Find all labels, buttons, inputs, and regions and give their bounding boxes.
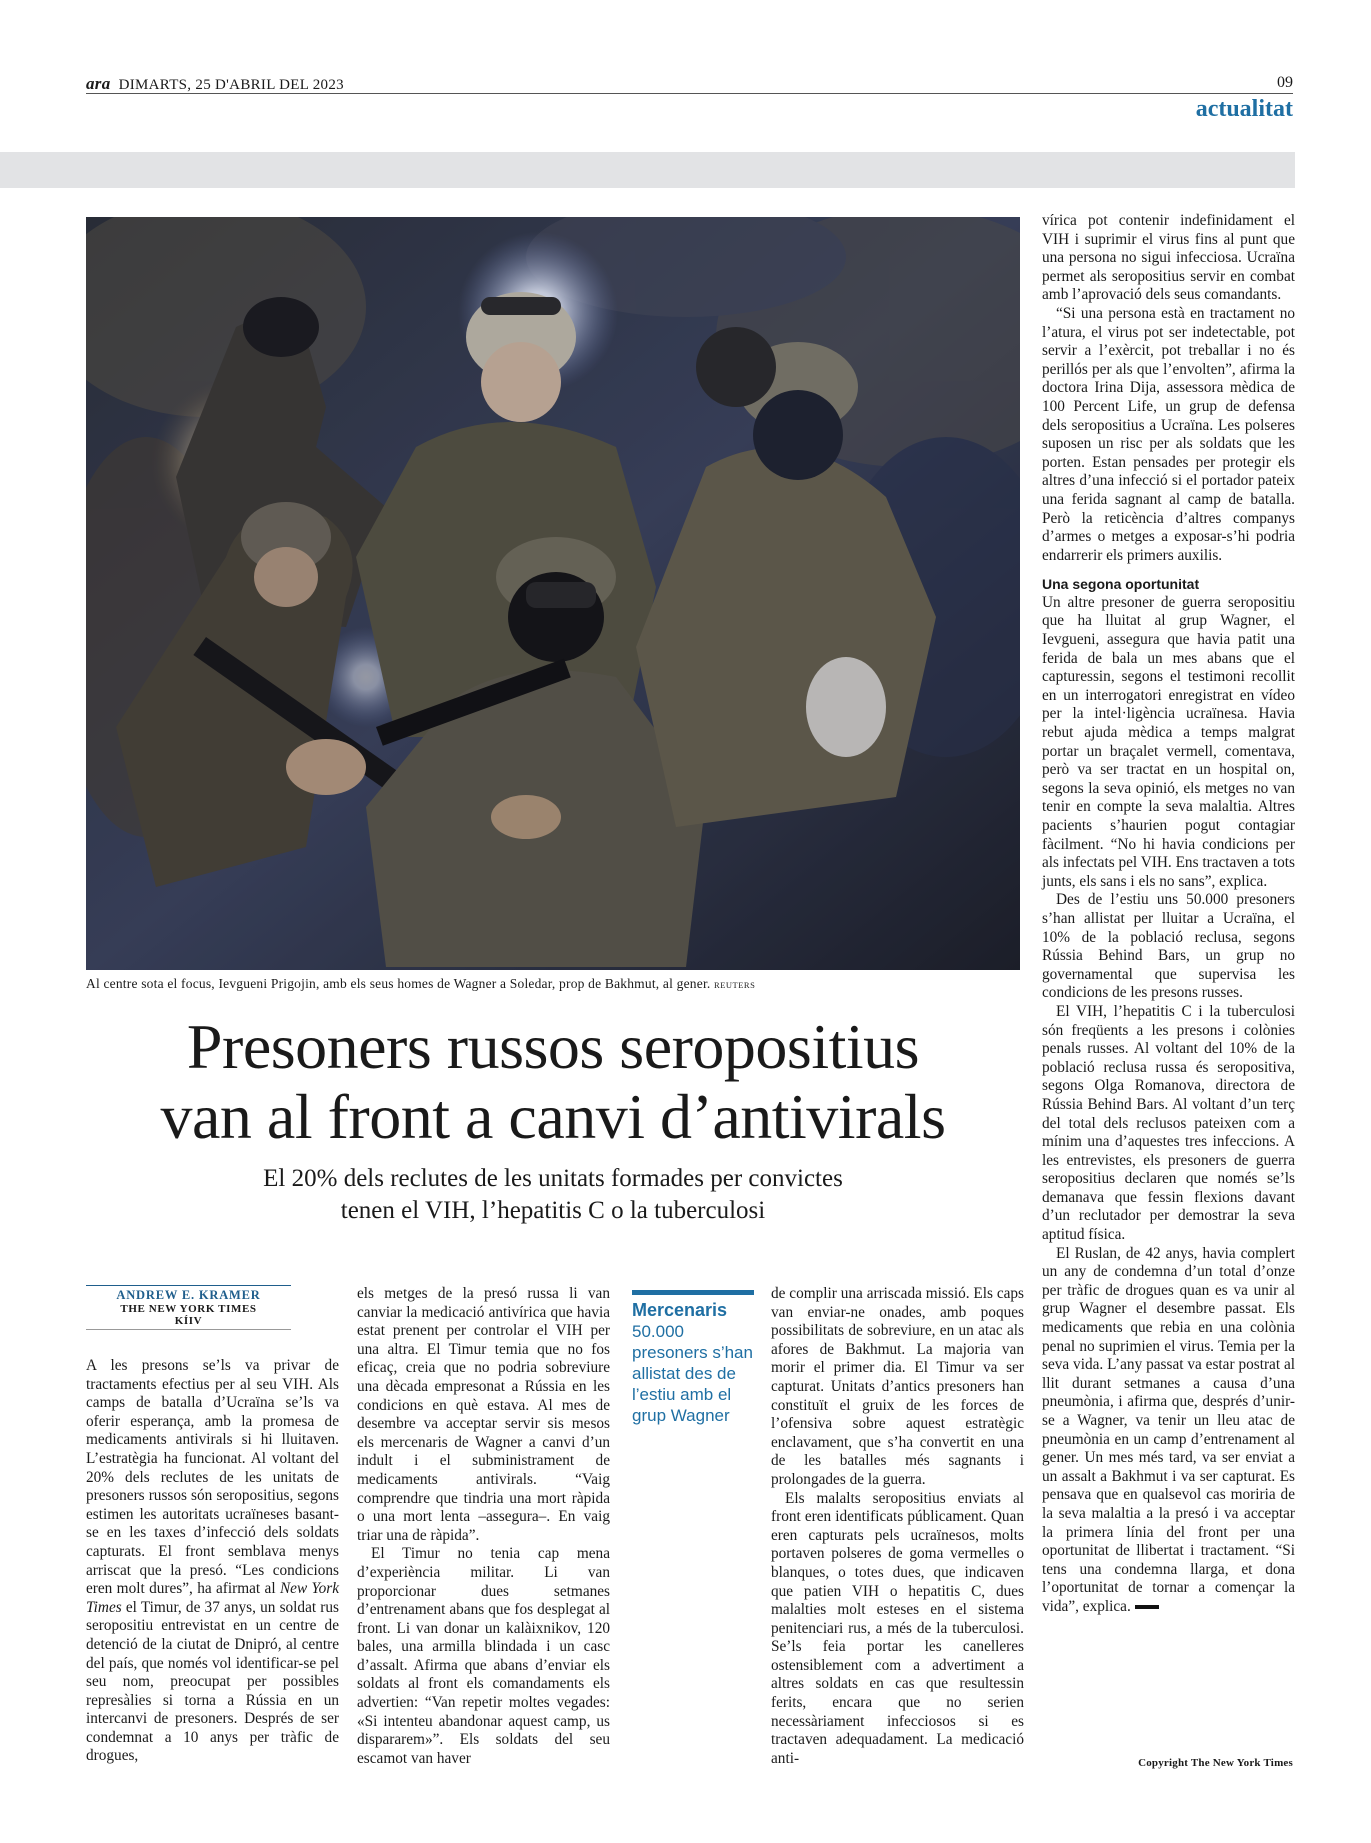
article-paragraph: vírica pot contenir indefinidament el VIH i suprimir el virus fins al punt que una persona no sigui infecciosa. Ucraïna permet als seropositius servir en combat amb l’aprovació dels seus comandants. xyxy=(1042,212,1295,304)
dateline-place: KÍIV xyxy=(174,1315,203,1327)
sidebar-text: 50.000 presoners s’han allistat des de l’estiu amb el grup Wagner xyxy=(632,1322,753,1425)
article-paragraph: de complir una arriscada missió. Els caps van enviar-ne onades, amb poques possibilitats de sobreviure, en un atac als afores de Bakhmut. La majoria van morir el primer dia. El Timur va ser capturat. Unitats d’antics presoners han constituït el gruix de les forces de l’ofensiva sobre aquest estratègic enclavament, que s’ha convertit en una de les batalles més sagnants i prolongades de la guerra. xyxy=(771,1285,1024,1488)
subheadline-line-2: tenen el VIH, l’hepatitis C o la tuberculosi xyxy=(340,1197,766,1224)
article-column-1 xyxy=(86,1357,339,1766)
article-paragraph: “Si una persona està en tractament no l’atura, el virus pot ser indetectable, pot servir a l’exèrcit, pot treballar i no és perillós per als que l’envolten”, afirma la doctora Irina Dija, assessora mèdica de 100 Percent Life, un grup de defensa dels seropositius a Ucraïna. Les polseres suposen un risc per als soldats que les porten. Estan pensades per protegir els altres d’una infecció si el portador pateix una ferida sagnant al camp de batalla. Però la reticència d’altres companys d’armes o metges a exposar-s’hi podria endarrerir els primers auxilis. xyxy=(1042,304,1295,564)
article-column-5 xyxy=(1042,212,1295,1617)
paragraph-text: A les presons se’ls va privar de tractaments efectius per al seu VIH. Als camps de batalla d’Ucraïna se’ls va oferir esperança, amb la promesa de medicaments antivirals si hi lluitaven. L’estratègia ha funcionat. Al voltant del 20% dels reclutes de les unitats de presoners russos són seropositius, segons estimen les autoritats ucraïneses basant-se en les taxes d’infecció dels soldats capturats. El front semblava menys arriscat que la presó. “Les condicions eren molt dures”, ha afirmat al xyxy=(86,1357,339,1598)
article-paragraph: El Timur no tenia cap mena d’experiència militar. Li van proporcionar dues setmanes d’entrenament abans que fos desplegat al front. Li van donar un kalàixnikov, 120 bales, una armilla blindada i un casc d’assalt. Afirma que abans d’enviar els soldats al front els comandaments els advertien: “Van repetir moltes vegades: «Si intenteu abandonar aquest camp, us dispararem»”. Els soldats del seu escamot van haver xyxy=(357,1545,610,1767)
headline xyxy=(86,1012,1020,1152)
byline xyxy=(86,1285,291,1330)
publication-name: New York Times xyxy=(86,1580,340,1616)
paragraph-text: el Timur, de 37 anys, un soldat rus seropositiu entrevistat en un centre de detenció de la ciutat de Dnipró, al centre del país, que només vol identificar-se pel seu nom, preocupat per possibles represàlies si torna a Rússia en un intercanvi de presoners. Després de ser condemnat a 10 anys per tràfic de drogues, xyxy=(86,1598,339,1765)
headline-line-2: van al front a canvi d’antivirals xyxy=(160,1081,946,1152)
paragraph-text: El Ruslan, de 42 anys, havia complert un any de condemna d’un total d’onze per tràfic de drogues quan es va unir al grup Wagner el desembre passat. Els medicaments que rebia en una colònia penal no suprimien el virus. Temia per la seva vida. L’any passat va estar postrat al llit durant setmanes a causa d’una pneumònia, i afirma que, després d’unir-se a Wagner, va tenir un lleu atac de pneumònia en un camp d’entrenament al gener. Un mes més tard, va ser enviat a un assalt a Bakhmut i va ser capturat. Es pensava que en qualsevol cas moriria de la seva malaltia a la presó i va acceptar la primera línia del front per una oportunitat de llibertat i tractament. “Si tens una condemna llarga, et dona l’oportunitat de tornar a començar la vida”, explica. xyxy=(1042,1244,1295,1615)
article-paragraph: El VIH, l’hepatitis C i la tuberculosi són freqüents a les presons i colònies penals russes. Al voltant del 10% de la població reclusa russa és seropositiva, segons Olga Romanova, directora de Rússia Behind Bars. Al voltant d’un terç del total dels reclusos pateixen com a mínim una d’aquestes tres infeccions. A les entrevistes, els presoners de guerra seropositius declaren que només se’ls demanava que fessin flexions davant d’un reclutador per demostrar la seva aptitud física. xyxy=(1042,1002,1295,1244)
article-paragraph: Els malalts seropositius enviats al front eren identificats públicament. Quan eren capturats pels ucraïnesos, molts portaven polseres de goma vermelles o blanques, o totes dues, que indicaven que patien VIH o hepatitis C, dues malalties molt esteses en el sistema penitenciari rus, a més de la tuberculosi. Se’ls feia portar les canelleres ostensiblement com a advertiment a altres soldats en cas que resultessin ferits, encara que no serien necessàriament infecciosos si es tractaven adequadament. La medicació anti- xyxy=(771,1489,1024,1767)
sidebar-fact-box xyxy=(632,1290,754,1426)
photo-caption xyxy=(86,976,1026,992)
copyright-notice: Copyright The New York Times xyxy=(1138,1757,1293,1769)
byline-bottom-rule xyxy=(86,1329,291,1330)
sidebar-rule xyxy=(632,1290,754,1295)
news-photo xyxy=(86,217,1020,970)
author-organization: THE NEW YORK TIMES xyxy=(120,1303,257,1315)
article-paragraph: els metges de la presó russa li van canviar la medicació antivírica que havia estat prenent per controlar el VIH per una altra. El Timur temia que no fos eficaç, creia que no podria sobreviure una dècada empresonat a Rússia en les condicions en què estava. Al mes de desembre va acceptar servir sis mesos els mercenaris de Wagner a canvi d’un indult i el subministrament de medicaments antivirals. “Vaig comprendre que tindria una mort ràpida o una mort lenta –assegura–. En vaig triar una de ràpida”. xyxy=(357,1285,610,1544)
newspaper-brand: ara xyxy=(86,74,111,93)
header-rule xyxy=(86,93,1293,94)
sidebar-title: Mercenaris xyxy=(632,1300,728,1320)
page-number: 09 xyxy=(1277,74,1293,91)
ad-band xyxy=(0,152,1295,188)
article-paragraph: Des de l’estiu uns 50.000 presoners s’han allistat per lluitar a Ucraïna, el 10% de la població reclusa, segons Rússia Behind Bars, un grup no governamental que supervisa les condicions de les presons russes. xyxy=(1042,891,1295,1002)
subheadline xyxy=(86,1163,1020,1227)
subheadline-line-1: El 20% dels reclutes de les unitats formades per convictes xyxy=(263,1165,843,1192)
article-paragraph xyxy=(86,1357,339,1766)
byline-rule xyxy=(86,1285,291,1286)
end-of-article-mark xyxy=(1135,1605,1159,1609)
section-subheading: Una segona oportunitat xyxy=(1042,576,1200,593)
headline-line-1: Presoners russos seropositius xyxy=(186,1011,920,1082)
section-label: actualitat xyxy=(1195,96,1293,122)
article-paragraph xyxy=(1042,1245,1295,1617)
photo-credit: REUTERS xyxy=(714,980,756,990)
article-column-4 xyxy=(771,1285,1024,1768)
caption-text: Al centre sota el focus, Ievgueni Prigojin, amb els seus homes de Wagner a Soledar, prop de Bakhmut, al gener. xyxy=(86,976,711,991)
page-header xyxy=(86,74,344,94)
author-name: ANDREW E. KRAMER xyxy=(116,1288,261,1302)
article-column-2 xyxy=(357,1285,610,1768)
article-paragraph: Un altre presoner de guerra seropositiu que ha lluitat al grup Wagner, el Ievgueni, assegura que havia patit una ferida de bala un mes abans que el capturessin, segons el testimoni recollit en un interrogatori enregistrat en vídeo per la intel·ligència ucraïnesa. Havia rebut ajuda mèdica a temps malgrat portar un braçalet vermell, comentava, però va ser tractat en un hospital on, segons la seva opinió, els metges no van tenir en compte la seva malaltia. Altres pacients s’haurien pogut contagiar fàcilment. “No hi havia condicions per als infectats pel VIH. Ens tractaven a tots junts, els sans i els no sans”, explica. xyxy=(1042,593,1295,890)
issue-date: DIMARTS, 25 D'ABRIL DEL 2023 xyxy=(118,77,344,93)
